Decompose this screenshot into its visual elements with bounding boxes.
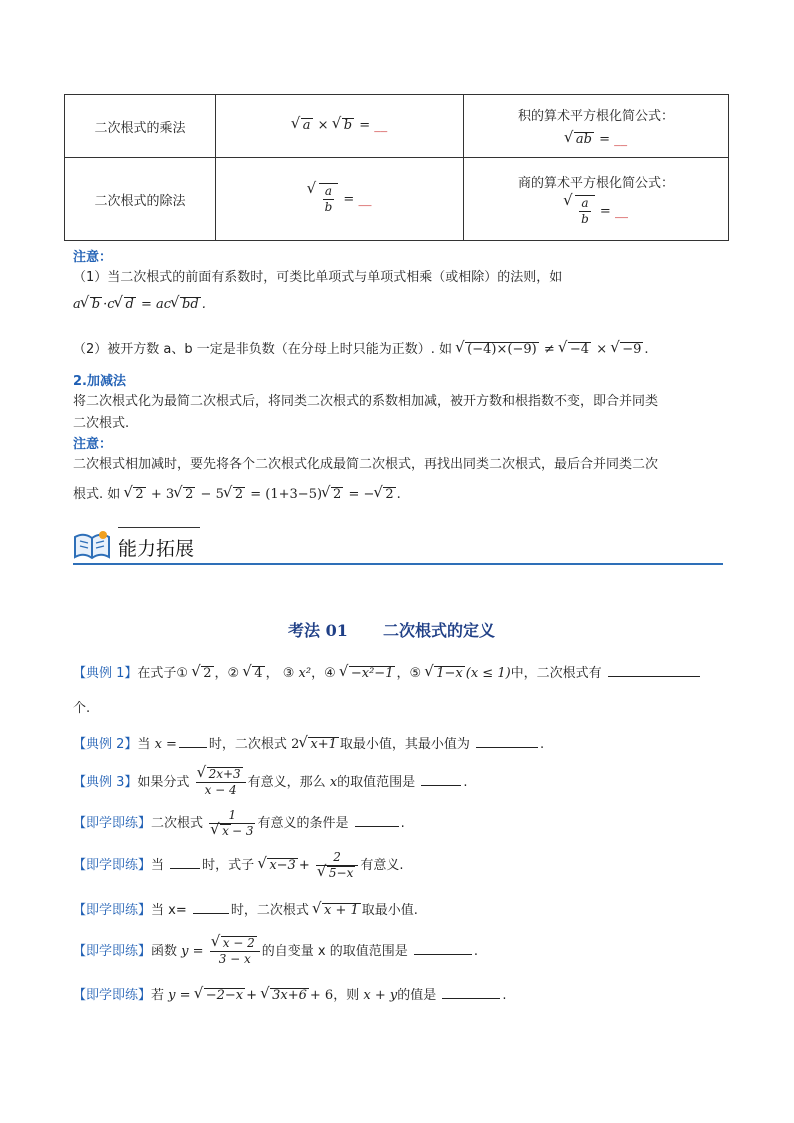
problem-6: 【即学即练】当 x= 时，二次根式 √ x + 1 取最小值. — [73, 899, 418, 919]
table-cell-name: 二次根式的除法 — [65, 158, 216, 241]
addsub-note-heading: 注意： — [73, 437, 113, 452]
table-cell-note: 商的算术平方根化简公式： √ $\frac{a}{b}$ = __ — [464, 158, 729, 241]
answer-blank[interactable] — [414, 940, 472, 955]
section-title-overline — [118, 527, 200, 528]
addsub-heading: 2.加减法 — [73, 374, 126, 389]
answer-blank[interactable] — [179, 733, 207, 748]
book-icon — [72, 527, 112, 563]
answer-blank[interactable] — [442, 984, 500, 999]
answer-blank: __ — [374, 118, 388, 134]
answer-blank[interactable] — [608, 662, 700, 677]
answer-blank[interactable] — [170, 854, 200, 869]
section-divider — [73, 563, 723, 565]
notes-item-2: （2）被开方数 a、b 一定是非负数（在分母上时只能为正数）. 如 √ (−4)×(−9) ≠ √ −4 × √ −9 . — [73, 338, 649, 358]
answer-blank[interactable] — [193, 899, 229, 914]
notes-item-1-formula: a√ b ·c√ d = ac√ bd . — [73, 297, 206, 313]
kaofa-title: 二次根式的定义 — [383, 621, 496, 640]
problem-1: 【典例 1】在式子① √ 2 ，② √ 4 ， ③ x²，④ √ −x²−1 ，⑤ √ 1−x (x ≤ 1)中，二次根式有 — [73, 662, 702, 682]
addsub-note-text-1: 二次根式相加减时，要先将各个二次根式化成最简二次根式，再找出同类二次根式，最后合并同类二次 — [73, 457, 659, 472]
problem-7: 【即学即练】函数 y = √ $\frac{x - 2}{3 - x}$ 的自变量 x 的取值范围是 . — [73, 936, 478, 967]
addsub-note-text-2: 根式. 如 √ 2 + 3√ 2 − 5√ 2 = (1+3−5)√ 2 = −√ 2 . — [73, 483, 401, 503]
table-cell-formula — [216, 158, 464, 241]
formula-multiply: √ a × √ b = __ — [292, 118, 387, 133]
addsub-text-2: 二次根式. — [73, 416, 130, 431]
kaofa-label: 考法 01 — [288, 621, 348, 640]
problem-1-continuation: 个. — [73, 701, 91, 716]
kaofa-heading — [288, 618, 495, 641]
problem-3: 【典例 3】如果分式 √ $\frac{2x+3}{x - 4}$ 有意义，那么 x的取值范围是 . — [73, 767, 467, 798]
addsub-text-1: 将二次根式化为最简二次根式后，将同类二次根式的系数相加减，被开方数和根指数不变，即合并同类 — [73, 394, 659, 409]
table-cell-formula — [216, 95, 464, 158]
notes-item-1: （1）当二次根式的前面有系数时，可类比单项式与单项式相乘（或相除）的法则，如 — [73, 270, 563, 285]
problem-4: 【即学即练】二次根式 1 √ x − 3 有意义的条件是 . — [73, 808, 405, 839]
table-cell-note: 积的算术平方根化简公式： √ ab = __ — [464, 95, 729, 158]
formula-divide: √ $\frac{a}{b}$ = __ — [308, 192, 372, 207]
problem-2: 【典例 2】当 x = 时，二次根式 2√ x+1 取最小值，其最小值为 . — [73, 733, 544, 753]
table-row — [65, 95, 729, 158]
answer-blank[interactable] — [476, 733, 538, 748]
notes-heading: 注意： — [73, 250, 113, 265]
table-cell-name: 二次根式的乘法 — [65, 95, 216, 158]
answer-blank[interactable] — [421, 771, 461, 786]
problem-5: 【即学即练】当 时，式子 √ x−3 + 2 √ 5−x 有意义. — [73, 850, 403, 881]
table-row — [65, 158, 729, 241]
answer-blank[interactable] — [355, 812, 399, 827]
problem-8: 【即学即练】若 y = √ −2−x + √ 3x+6 + 6，则 x + y的值是 . — [73, 984, 507, 1004]
rules-table — [64, 94, 729, 241]
section-title: 能力拓展 — [118, 538, 195, 560]
